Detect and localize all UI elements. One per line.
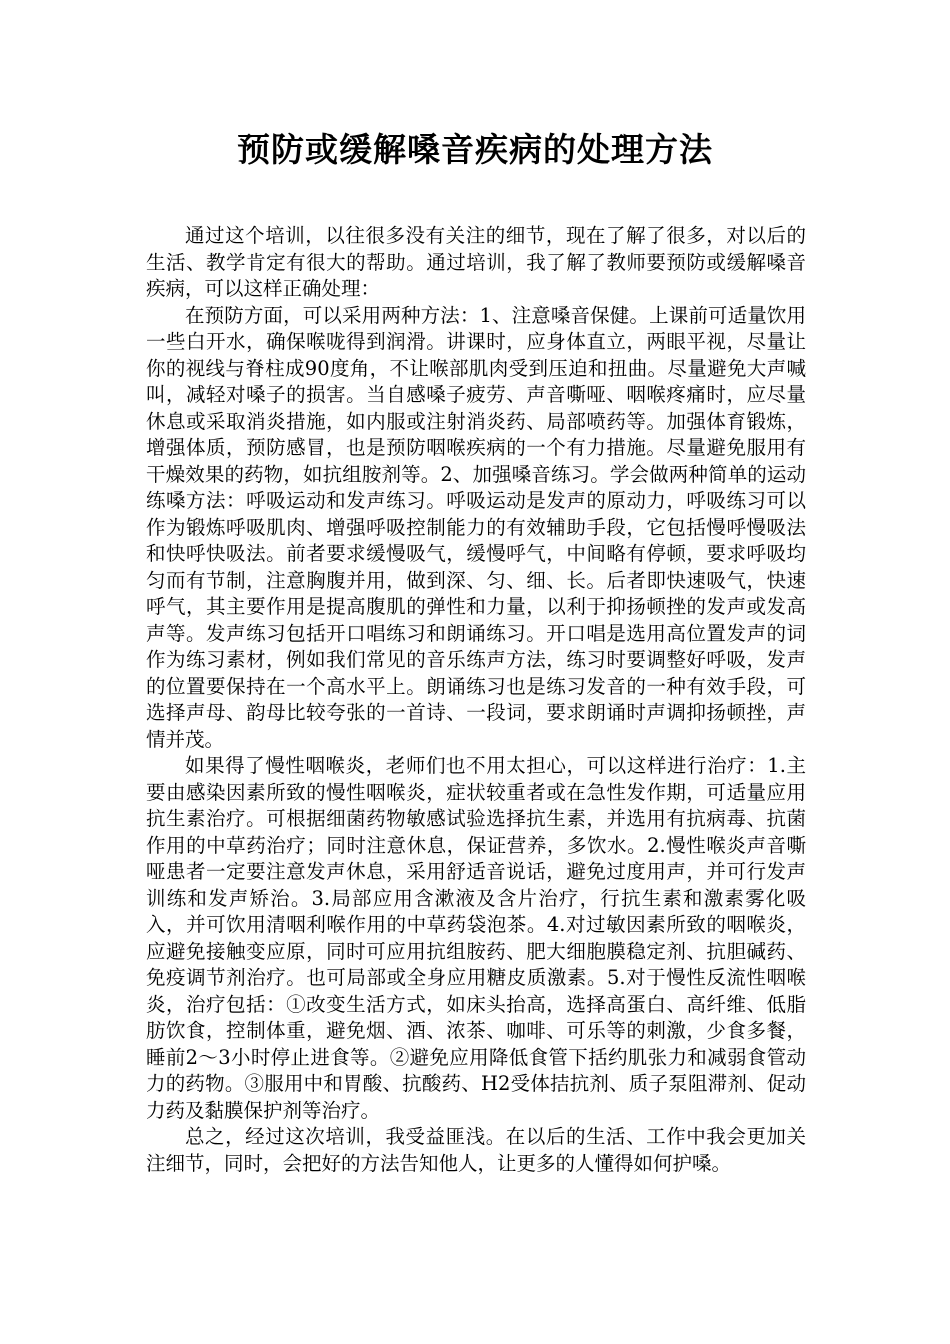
paragraph-conclusion: 总之，经过这次培训，我受益匪浅。在以后的生活、工作中我会更加关注细节，同时，会把好的方法告知他人，让更多的人懂得如何护嗓。: [146, 1125, 806, 1175]
document-body: [146, 223, 806, 1177]
paragraph-prevention: 在预防方面，可以采用两种方法：1、注意嗓音保健。上课前可适量饮用一些白开水，确保喉咙得到润滑。讲课时，应身体直立，两眼平视，尽量让你的视线与脊柱成90度角，不让喉部肌肉受到压迫和扭曲。尽量避免大声喊叫，减轻对嗓子的损害。当自感嗓子疲劳、声音嘶哑、咽喉疼痛时，应尽量休息或采取消炎措施，如内服或注射消炎药、局部喷药等。加强体育锻炼，增强体质，预防感冒，也是预防咽喉疾病的一个有力措施。尽量避免服用有干燥效果的药物，如抗组胺剂等。2、加强嗓音练习。学会做两种简单的运动练嗓方法：呼吸运动和发声练习。呼吸运动是发声的原动力，呼吸练习可以作为锻炼呼吸肌肉、增强呼吸控制能力的有效辅助手段，它包括慢呼慢吸法和快呼快吸法。前者要求缓慢吸气，缓慢呼气，中间略有停顿，要求呼吸均匀而有节制，注意胸腹并用，做到深、匀、细、长。后者即快速吸气，快速呼气，其主要作用是提高腹肌的弹性和力量，以利于抑扬顿挫的发声或发高声等。发声练习包括开口唱练习和朗诵练习。开口唱是选用高位置发声的词作为练习素材，例如我们常见的音乐练声方法，练习时要调整好呼吸，发声的位置要保持在一个高水平上。朗诵练习也是练习发音的一种有效手段，可选择声母、韵母比较夸张的一首诗、一段词，要求朗诵时声调抑扬顿挫，声情并茂。: [146, 303, 806, 751]
document-title: 预防或缓解嗓音疾病的处理方法: [237, 130, 713, 169]
paragraph-intro: 通过这个培训，以往很多没有关注的细节，现在了解了很多，对以后的生活、教学肯定有很大的帮助。通过培训，我了解了教师要预防或缓解嗓音疾病，可以这样正确处理：: [146, 224, 806, 300]
paragraph-treatment: 如果得了慢性咽喉炎，老师们也不用太担心，可以这样进行治疗：1.主要由感染因素所致的慢性咽喉炎，症状较重者或在急性发作期，可适量应用抗生素治疗。可根据细菌药物敏感试验选择抗生素，并选用有抗病毒、抗菌作用的中草药治疗；同时注意休息，保证营养，多饮水。2.慢性喉炎声音嘶哑患者一定要注意发声休息，采用舒适音说话，避免过度用声，并可行发声训练和发声矫治。3.局部应用含漱液及含片治疗，行抗生素和激素雾化吸入，并可饮用清咽利喉作用的中草药袋泡茶。4.对过敏因素所致的咽喉炎，应避免接触变应原，同时可应用抗组胺药、肥大细胞膜稳定剂、抗胆碱药、免疫调节剂治疗。也可局部或全身应用糖皮质激素。5.对于慢性反流性咽喉炎，治疗包括：①改变生活方式，如床头抬高，选择高蛋白、高纤维、低脂肪饮食，控制体重，避免烟、酒、浓茶、咖啡、可乐等的刺激，少食多餐，睡前2～3小时停止进食等。②避免应用降低食管下括约肌张力和减弱食管动力的药物。③服用中和胃酸、抗酸药、H2受体拮抗剂、质子泵阻滞剂、促动力药及黏膜保护剂等治疗。: [146, 754, 806, 1122]
